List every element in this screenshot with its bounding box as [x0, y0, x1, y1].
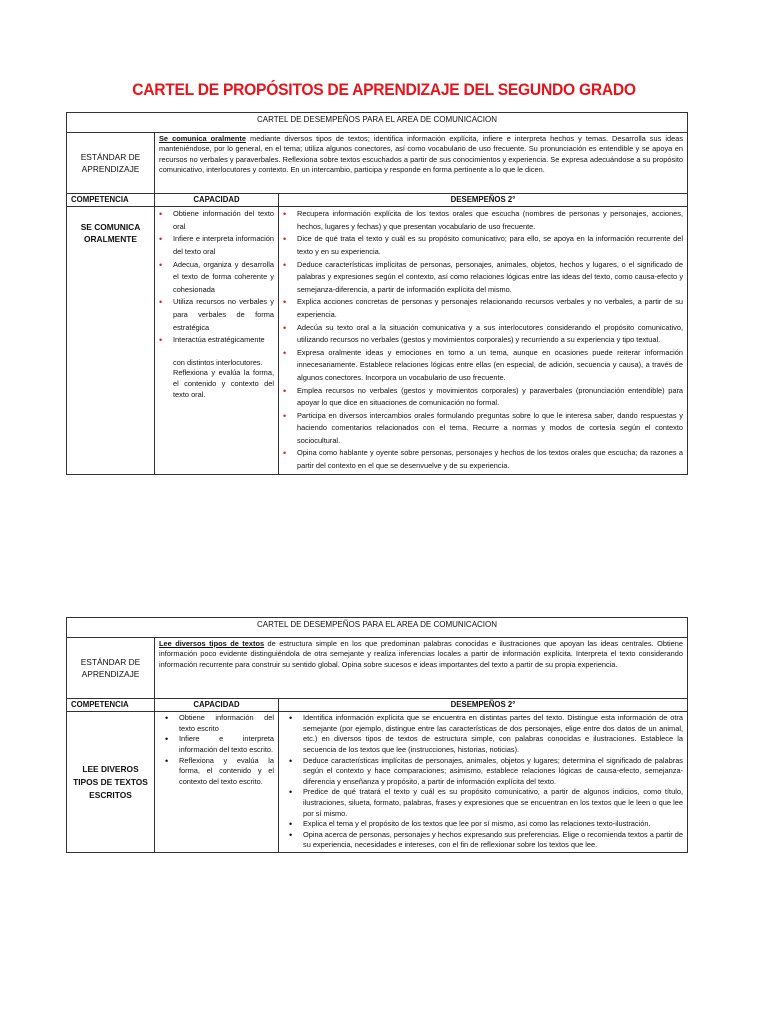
standard-lead: Se comunica oralmente — [159, 133, 246, 143]
col-header-desempenos: DESEMPEÑOS 2° — [279, 698, 688, 712]
desempenos-cell — [279, 712, 688, 853]
list-item: • Explica acciones concretas de personas y personajes relacionando recursos verbales y no verbales, a partir de su experiencia. — [283, 296, 683, 321]
standard-text — [155, 132, 688, 193]
list-item: • Emplea recursos no verbales (gestos y movimientos corporales) y paraverbales (pronunciación entendible) para apoyar lo que dice en situaciones de comunicación no formal. — [283, 385, 683, 410]
list-item: • Obtiene información del texto escrito — [159, 713, 274, 734]
desempenos-list — [283, 713, 683, 851]
desempenos-table-oral — [66, 112, 688, 475]
capacidad-extra-text: Reflexiona y evalúa la forma, el contenido y contexto del texto oral. — [173, 368, 274, 399]
list-item: • Deduce características implícitas de personas, personajes, animales, objetos, hechos y lugares, o el significado de palabras y expresiones según el contexto, así como relaciones lógicas entre las ideas del texto, como causa-efecto y semejanza-diferencia, a partir de información explícita del mismo. — [283, 259, 683, 297]
standard-text — [155, 637, 688, 698]
list-item: • Infiere e interpreta información del texto escrito. — [159, 734, 274, 755]
standard-label: ESTÁNDAR DE APRENDIZAJE — [67, 637, 155, 698]
capacidades-list — [159, 208, 274, 347]
standard-body: de estructura simple en los que predominan palabras conocidas e ilustraciones que apoyan las ideas centrales. Obtiene información poco evidente distinguiéndola de otra semejante y realiza inferencias locales a partir de información explícita. Interpreta el texto considerando información recurrente para construir su sentido global. Opina sobre sucesos e ideas importantes del texto a partir de su propia experiencia. — [159, 638, 684, 669]
col-header-competencia: COMPETENCIA — [67, 193, 155, 207]
standard-lead: Lee diversos tipos de textos — [159, 638, 265, 648]
desempenos-table-lectura — [66, 617, 688, 853]
page-title: CARTEL DE PROPÓSITOS DE APRENDIZAJE DEL SEGUNDO GRADO — [132, 80, 636, 99]
list-item: • Reflexiona y evalúa la forma, el contenido y el contexto del texto escrito. — [159, 756, 274, 788]
list-item: • Adecúa su texto oral a la situación comunicativa y a sus interlocutores considerando el propósito comunicativo, utilizando recursos no verbales (gestos y movimientos corporales) y recurriendo a su experiencia y tipo textual. — [283, 322, 683, 347]
list-item: • Identifica información explícita que se encuentra en distintas partes del texto. Distingue esta información de otra semejante (por ejemplo, distingue entre las características de dos personajes, elige entre dos datos de un animal, etc.) en diversos tipos de textos de estructura simple, con palabras conocidas e ilustraciones. Establece la secuencia de los textos que lee (instrucciones, historias, noticias). — [283, 713, 683, 755]
competencia-name: SE COMUNICA ORALMENTE — [67, 207, 155, 474]
list-item: • Expresa oralmente ideas y emociones en torno a un tema, aunque en ocasiones puede reiterar información innecesariamente. Establece relaciones lógicas entre ellas (en especial, de adición, secuencia y causa), a través de algunos conectores. Incorpora un vocabulario de uso frecuente. — [283, 347, 683, 385]
col-header-capacidad: CAPACIDAD — [155, 193, 279, 207]
list-item: • Infiere e interpreta información del texto oral — [159, 233, 274, 258]
list-item: • Opina como hablante y oyente sobre personas, personajes y hechos de los textos orales que escucha; da razones a partir del contexto en el que se desenvuelve y de su experiencia. — [283, 447, 683, 472]
list-item: • Deduce características implícitas de personajes, animales, objetos y lugares; determina el significado de palabras según el contexto y hace comparaciones; asimismo, establece relaciones lógicas de causa-efecto, semejanza-diferencia y enseñanza y propósito, a partir de información explícita del texto. — [283, 756, 683, 788]
table-header: CARTEL DE DESEMPEÑOS PARA EL AREA DE COMUNICACION — [67, 618, 688, 638]
standard-label: ESTÁNDAR DE APRENDIZAJE — [67, 132, 155, 193]
list-item: • Obtiene información del texto oral — [159, 208, 274, 233]
capacidad-extra-text: con distintos interlocutores. — [173, 357, 263, 367]
capacidades-cell — [155, 712, 279, 853]
table-header: CARTEL DE DESEMPEÑOS PARA EL AREA DE COMUNICACION — [67, 113, 688, 133]
col-header-competencia: COMPETENCIA — [67, 698, 155, 712]
desempenos-cell — [279, 207, 688, 474]
list-item: • Dice de qué trata el texto y cuál es su propósito comunicativo; para ello, se apoya en la información recurrente del texto y en su experiencia. — [283, 233, 683, 258]
col-header-desempenos: DESEMPEÑOS 2° — [279, 193, 688, 207]
list-item: • Opina acerca de personas, personajes y hechos expresando sus preferencias. Elige o recomienda textos a partir de su experiencia, necesidades e intereses, con el fin de reflexionar sobre los textos que lee. — [283, 830, 683, 851]
desempenos-list — [283, 208, 683, 472]
list-item: • Explica el tema y el propósito de los textos que lee por sí mismo, así como las relaciones texto-ilustración. — [283, 819, 683, 830]
list-item: • Utiliza recursos no verbales y para verbales de forma estratégica — [159, 296, 274, 334]
standard-body: mediante diversos tipos de textos; identifica información explícita, infiere e interpreta hechos y temas. Desarrolla sus ideas manteniéndose, por lo general, en el tema; utiliza algunos conectores, así como vocabulario de uso frecuente. Su pronunciación es entendible y se apoya en recursos no verbales y paraverbales. Reflexiona sobre textos escuchados a partir de sus conocimientos y experiencia. Se expresa adecuándose a su propósito comunicativo, interlocutores y contexto. En un intercambio, participa y responde en forma pertinente a lo que le dicen. — [159, 133, 684, 175]
capacidades-list — [159, 713, 274, 787]
competencia-name: LEE DIVEROS TIPOS DE TEXTOS ESCRITOS — [67, 712, 155, 853]
col-header-capacidad: CAPACIDAD — [155, 698, 279, 712]
list-item: • Predice de qué tratará el texto y cuál es su propósito comunicativo, a partir de algunos indicios, como título, ilustraciones, silueta, formato, palabras, frases y expresiones que se encuentran en los textos que le leen o que lee por sí mismo. — [283, 787, 683, 819]
capacidades-cell — [155, 207, 279, 474]
list-item: • Recupera información explícita de los textos orales que escucha (nombres de personas y personajes, acciones, hechos, lugares y fechas) y que presentan vocabulario de uso frecuente. — [283, 208, 683, 233]
list-item: • Adecua, organiza y desarrolla el texto de forma coherente y cohesionada — [159, 259, 274, 297]
list-item: • Participa en diversos intercambios orales formulando preguntas sobre lo que le interesa saber, dando respuestas y haciendo comentarios relacionados con el tema. Recurre a normas y modos de cortesía según el contexto sociocultural. — [283, 410, 683, 448]
list-item: • Interactúa estratégicamente — [159, 334, 274, 347]
